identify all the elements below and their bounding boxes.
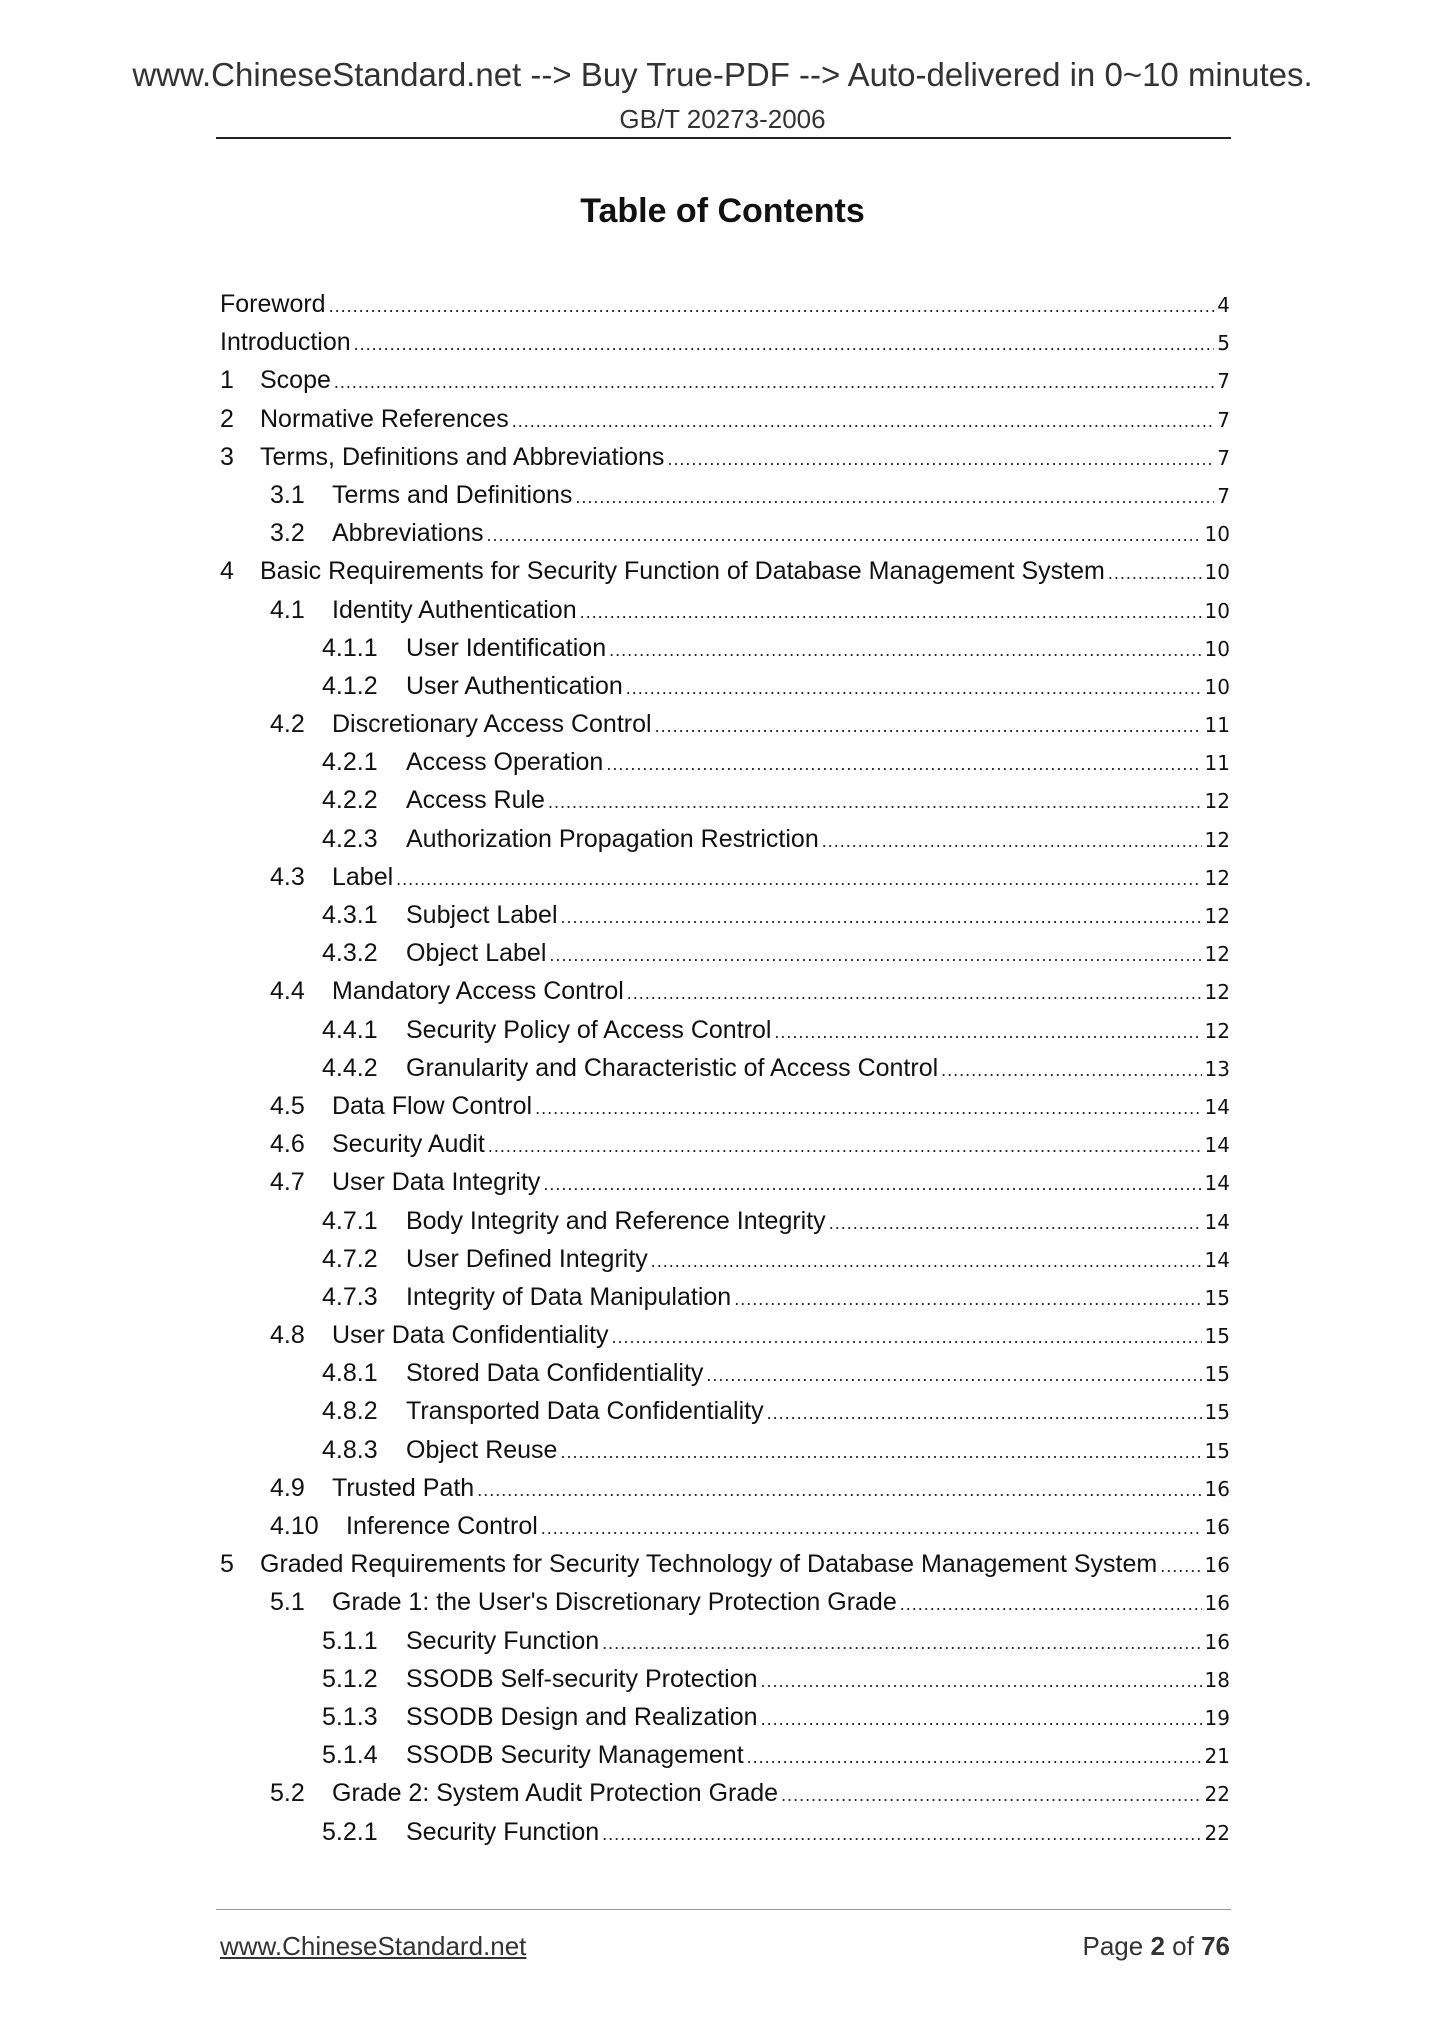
toc-entry-page: 18 — [1204, 1667, 1230, 1692]
toc-entry-page: 16 — [1204, 1591, 1230, 1616]
toc-entry[interactable] — [220, 1436, 1230, 1474]
toc-entry[interactable] — [220, 328, 1230, 366]
toc-dot-leader — [781, 1785, 1201, 1806]
toc-dot-leader — [549, 945, 1201, 966]
toc-entry-page: 7 — [1217, 369, 1230, 394]
toc-entry-number: 5 — [220, 1550, 234, 1579]
toc-dot-leader — [486, 525, 1201, 546]
toc-entry[interactable] — [220, 977, 1230, 1015]
toc-dot-leader — [706, 1365, 1201, 1386]
toc-entry[interactable] — [220, 1092, 1230, 1130]
toc-entry[interactable] — [220, 1550, 1230, 1588]
toc-dot-leader — [651, 1251, 1202, 1272]
toc-entry-page: 7 — [1217, 445, 1230, 470]
toc-dot-leader — [667, 449, 1214, 470]
footer-site-link[interactable]: www.ChineseStandard.net — [220, 1931, 527, 1961]
toc-entry-page: 15 — [1204, 1285, 1230, 1310]
toc-entry[interactable] — [220, 1054, 1230, 1092]
toc-entry-number: 4.5 — [270, 1091, 305, 1120]
toc-dot-leader — [602, 1633, 1201, 1654]
toc-entry-number: 4.3.1 — [322, 901, 378, 929]
toc-dot-leader — [477, 1480, 1201, 1501]
toc-entry[interactable] — [220, 710, 1230, 748]
toc-entry-number: 4.7.2 — [322, 1244, 378, 1273]
toc-entry-page: 10 — [1204, 560, 1230, 585]
toc-entry-number: 4.3.2 — [322, 939, 378, 968]
toc-entry[interactable] — [220, 786, 1230, 824]
toc-entry-number: 5.1.4 — [322, 1741, 378, 1770]
toc-entry[interactable] — [220, 1245, 1230, 1283]
toc-entry-page: 22 — [1204, 1820, 1230, 1845]
toc-entry-title: Discretionary Access Control — [332, 710, 652, 739]
toc-entry[interactable] — [220, 1588, 1230, 1626]
toc-entry[interactable] — [220, 634, 1230, 672]
toc-entry-number: 4.2.2 — [322, 786, 378, 815]
toc-entry[interactable] — [220, 1168, 1230, 1206]
toc-entry-page: 10 — [1204, 522, 1230, 547]
toc-entry-title: Scope — [260, 366, 331, 395]
toc-entry-page: 12 — [1204, 865, 1230, 890]
toc-entry-page: 15 — [1204, 1438, 1230, 1463]
toc-entry-title: User Identification — [406, 633, 607, 662]
toc-entry-number: 4.2.3 — [322, 824, 378, 853]
toc-entry-number: 4.1.1 — [322, 633, 378, 662]
toc-entry-number: 3.1 — [270, 480, 305, 509]
toc-dot-leader — [334, 372, 1214, 393]
toc-entry[interactable] — [220, 519, 1230, 557]
toc-entry-page: 12 — [1204, 1018, 1230, 1043]
toc-dot-leader — [329, 296, 1215, 317]
toc-dot-leader — [822, 831, 1202, 852]
toc-entry-title: Mandatory Access Control — [332, 977, 624, 1006]
toc-entry-title: Granularity and Characteristic of Access Control — [406, 1053, 939, 1082]
toc-entry[interactable] — [220, 481, 1230, 519]
toc-entry-number: 4.2 — [270, 710, 305, 739]
toc-entry-title: Terms, Definitions and Abbreviations — [260, 442, 665, 471]
page-current: 2 — [1150, 1931, 1165, 1961]
toc-entry[interactable] — [220, 901, 1230, 939]
toc-entry-page: 10 — [1204, 636, 1230, 661]
toc-entry-page: 14 — [1204, 1247, 1230, 1272]
toc-entry-title: Grade 1: the User's Discretionary Protection Grade — [332, 1588, 897, 1617]
toc-entry-number: 4.8.2 — [322, 1397, 378, 1426]
toc-entry-page: 11 — [1204, 751, 1230, 776]
toc-entry-page: 14 — [1204, 1209, 1230, 1234]
toc-entry-title: Security Policy of Access Control — [406, 1015, 772, 1044]
toc-entry-page: 13 — [1204, 1056, 1230, 1081]
toc-dot-leader — [612, 1327, 1202, 1348]
toc-entry[interactable] — [220, 1474, 1230, 1512]
toc-entry-page: 11 — [1204, 713, 1230, 738]
standard-id: GB/T 20273-2006 — [619, 104, 826, 134]
toc-entry-title: Security Function — [406, 1626, 600, 1655]
toc-entry-number: 2 — [220, 404, 234, 433]
toc-entry-title: Graded Requirements for Security Technology of Database Management System — [260, 1550, 1158, 1579]
toc-entry-page: 15 — [1204, 1324, 1230, 1349]
toc-entry-title: Data Flow Control — [332, 1091, 533, 1120]
toc-entry-title: User Data Integrity — [332, 1168, 541, 1197]
toc-entry-title: Basic Requirements for Security Function of Database Management System — [260, 557, 1105, 586]
toc-entry-title: SSODB Security Management — [406, 1741, 744, 1770]
toc-entry-title: User Defined Integrity — [406, 1244, 648, 1273]
toc-entry-title: Subject Label — [406, 901, 558, 929]
toc-entry-page: 4 — [1217, 293, 1230, 317]
toc-dot-leader — [626, 678, 1202, 699]
toc-entry-title: Access Rule — [406, 786, 545, 815]
toc-entry-number: 4.4.1 — [322, 1015, 378, 1044]
toc-entry-page: 10 — [1204, 674, 1230, 699]
toc-entry[interactable] — [220, 1321, 1230, 1359]
toc-entry-title: Access Operation — [406, 748, 604, 777]
toc-entry-title: Foreword — [220, 290, 326, 318]
toc-entry-number: 5.2.1 — [322, 1817, 378, 1846]
toc-entry-page: 7 — [1217, 407, 1230, 432]
toc-entry-title: Normative References — [260, 404, 509, 433]
toc-entry-number: 4.8.3 — [322, 1435, 378, 1464]
toc-dot-leader — [543, 1174, 1201, 1195]
toc-entry[interactable] — [220, 1016, 1230, 1054]
toc-entry[interactable] — [220, 290, 1230, 328]
toc-entry-title: Introduction — [220, 328, 351, 357]
toc-dot-leader — [747, 1747, 1202, 1768]
toc-dot-leader — [627, 983, 1202, 1004]
toc-dot-leader — [580, 602, 1202, 623]
toc-entry[interactable] — [220, 825, 1230, 863]
toc-entry[interactable] — [220, 1283, 1230, 1321]
toc-entry-page: 12 — [1204, 980, 1230, 1005]
toc-dot-leader — [767, 1403, 1202, 1424]
toc-dot-leader — [354, 334, 1215, 355]
toc-entry-number: 5.1.2 — [322, 1664, 378, 1693]
toc-dot-leader — [941, 1060, 1201, 1081]
toc-entry-number: 4.7.3 — [322, 1282, 378, 1311]
toc-entry[interactable] — [220, 1703, 1230, 1741]
toc-dot-leader — [575, 487, 1214, 508]
toc-entry-page: 12 — [1204, 827, 1230, 852]
toc-entry-title: Authorization Propagation Restriction — [406, 824, 819, 853]
toc-entry[interactable] — [220, 1627, 1230, 1665]
footer-divider — [216, 1909, 1231, 1910]
toc-entry-title: SSODB Design and Realization — [406, 1702, 758, 1731]
toc-entry-title: Security Audit — [332, 1130, 485, 1159]
toc-entry-number: 4.8 — [270, 1321, 305, 1350]
toc-entry-page: 12 — [1204, 789, 1230, 814]
toc-entry-title: Trusted Path — [332, 1473, 475, 1502]
toc-dot-leader — [761, 1671, 1202, 1692]
toc-dot-leader — [560, 1442, 1201, 1463]
toc-entry-title: SSODB Self-security Protection — [406, 1664, 758, 1693]
toc-dot-leader — [602, 1824, 1201, 1845]
toc-entry-page: 16 — [1204, 1476, 1230, 1501]
toc-entry-number: 4.1.2 — [322, 671, 378, 700]
toc-entry-title: Identity Authentication — [332, 595, 577, 624]
toc-entry-title: User Data Confidentiality — [332, 1321, 609, 1350]
toc-dot-leader — [761, 1709, 1202, 1730]
header-banner: www.ChineseStandard.net --> Buy True-PDF --> Auto-delivered in 0~10 minutes. — [132, 56, 1313, 93]
page-of: of — [1172, 1931, 1194, 1961]
toc-dot-leader — [606, 754, 1201, 775]
toc-entry[interactable] — [220, 672, 1230, 710]
toc-entry-page: 14 — [1204, 1171, 1230, 1196]
toc-entry-page: 12 — [1204, 942, 1230, 967]
toc-entry-title: Security Function — [406, 1817, 600, 1846]
toc-entry-number: 1 — [220, 366, 234, 395]
toc-entry-title: Transported Data Confidentiality — [406, 1397, 764, 1426]
toc-dot-leader — [1108, 563, 1202, 584]
toc-entry-title: Terms and Definitions — [332, 480, 573, 509]
toc-entry[interactable] — [220, 1207, 1230, 1245]
toc-entry-number: 5.1.3 — [322, 1702, 378, 1731]
toc-entry[interactable] — [220, 1779, 1230, 1817]
toc-entry-title: Inference Control — [346, 1512, 538, 1540]
toc-entry-number: 5.2 — [270, 1779, 305, 1808]
toc-dot-leader — [488, 1136, 1202, 1157]
toc-entry-title: Grade 2: System Audit Protection Grade — [332, 1779, 779, 1808]
toc-entry-page: 12 — [1204, 904, 1230, 928]
toc-entry-number: 4.4.2 — [322, 1053, 378, 1082]
toc-dot-leader — [535, 1098, 1201, 1119]
toc-entry-title: Stored Data Confidentiality — [406, 1359, 704, 1388]
toc-entry-number: 4.8.1 — [322, 1359, 378, 1388]
toc-entry-title: Integrity of Data Manipulation — [406, 1282, 732, 1311]
toc-entry[interactable] — [220, 557, 1230, 595]
toc-dot-leader — [829, 1213, 1202, 1234]
toc-entry-page: 19 — [1204, 1705, 1230, 1730]
toc-entry-number: 5.1 — [270, 1588, 305, 1617]
toc-entry-number: 4.10 — [270, 1512, 319, 1540]
toc-dot-leader — [609, 640, 1201, 661]
toc-entry-number: 4.7 — [270, 1168, 305, 1197]
toc-entry-title: Body Integrity and Reference Integrity — [406, 1206, 826, 1235]
toc-entry-page: 7 — [1217, 483, 1230, 508]
toc-entry[interactable] — [220, 1818, 1230, 1856]
page-prefix: Page — [1082, 1931, 1144, 1961]
toc-entry[interactable] — [220, 1512, 1230, 1550]
toc-dot-leader — [548, 792, 1202, 813]
toc-entry[interactable] — [220, 596, 1230, 634]
toc-dot-leader — [512, 411, 1215, 432]
toc-entry-number: 4.7.1 — [322, 1206, 378, 1235]
toc-entry-page: 14 — [1204, 1094, 1230, 1119]
toc-entry-number: 4.9 — [270, 1473, 305, 1502]
toc-entry[interactable] — [220, 1741, 1230, 1779]
page-total: 76 — [1201, 1931, 1230, 1961]
toc-dot-leader — [734, 1289, 1201, 1310]
toc-entry-page: 16 — [1204, 1629, 1230, 1654]
toc-entry-number: 4.6 — [270, 1130, 305, 1159]
toc-entry-page: 16 — [1204, 1515, 1230, 1539]
toc-entry[interactable] — [220, 405, 1230, 443]
toc-entry-page: 21 — [1204, 1744, 1230, 1769]
toc-entry-number: 4 — [220, 557, 234, 586]
toc-entry[interactable] — [220, 1397, 1230, 1435]
toc-entry-number: 4.4 — [270, 977, 305, 1006]
toc-entry-page: 15 — [1204, 1400, 1230, 1425]
toc-entry[interactable] — [220, 1130, 1230, 1168]
toc-entry[interactable] — [220, 443, 1230, 481]
toc-entry-number: 5.1.1 — [322, 1626, 378, 1655]
toc-entry-page: 10 — [1204, 598, 1230, 623]
header-divider — [216, 137, 1231, 139]
toc-list — [220, 290, 1230, 1856]
toc-entry[interactable] — [220, 748, 1230, 786]
toc-dot-leader — [396, 869, 1201, 890]
toc-entry-title: Abbreviations — [332, 519, 484, 548]
toc-entry-page: 5 — [1217, 331, 1230, 356]
toc-dot-leader — [774, 1022, 1201, 1043]
toc-entry-page: 22 — [1204, 1782, 1230, 1807]
toc-entry[interactable] — [220, 1665, 1230, 1703]
toc-entry-number: 4.2.1 — [322, 748, 378, 777]
toc-dot-leader — [541, 1518, 1202, 1539]
toc-entry-page: 15 — [1204, 1362, 1230, 1387]
toc-entry-number: 4.3 — [270, 862, 305, 891]
toc-entry[interactable] — [220, 366, 1230, 404]
toc-entry-number: 4.1 — [270, 595, 305, 624]
toc-dot-leader — [900, 1594, 1202, 1615]
toc-entry[interactable] — [220, 939, 1230, 977]
toc-entry[interactable] — [220, 1359, 1230, 1397]
toc-entry-page: 14 — [1204, 1133, 1230, 1158]
toc-entry-page: 16 — [1204, 1553, 1230, 1578]
toc-entry-title: Label — [332, 862, 394, 891]
toc-entry-number: 3.2 — [270, 519, 305, 548]
toc-entry[interactable] — [220, 863, 1230, 901]
toc-entry-number: 3 — [220, 442, 234, 471]
toc-dot-leader — [655, 716, 1202, 737]
toc-entry-title: Object Label — [406, 939, 547, 968]
toc-dot-leader — [1160, 1556, 1201, 1577]
toc-entry-title: Object Reuse — [406, 1435, 558, 1464]
toc-title: Table of Contents — [580, 192, 865, 230]
toc-dot-leader — [561, 907, 1202, 928]
page-indicator — [1082, 1931, 1230, 1962]
toc-entry-title: User Authentication — [406, 671, 623, 700]
